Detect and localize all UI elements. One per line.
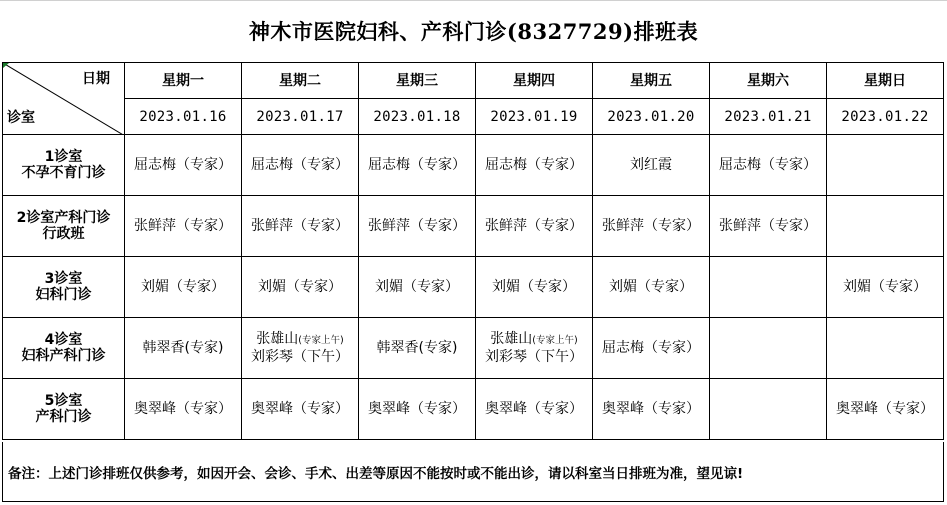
weekday-header: 星期一 (125, 63, 242, 99)
schedule-cell: 奥翠峰（专家） (242, 379, 359, 440)
date-axis-label: 日期 (82, 71, 110, 87)
schedule-cell: 韩翠香(专家) (359, 318, 476, 379)
room-clinic: 妇科门诊 (35, 287, 92, 303)
schedule-cell (710, 318, 827, 379)
schedule-cell: 屈志梅（专家） (710, 135, 827, 196)
room-cell (3, 135, 125, 196)
schedule-cell: 刘媚（专家） (125, 257, 242, 318)
schedule-cell: 奥翠峰（专家） (476, 379, 593, 440)
schedule-cell: 刘红霞 (593, 135, 710, 196)
room-cell (3, 257, 125, 318)
split-line-morning (242, 331, 358, 349)
schedule-cell: 屈志梅（专家） (125, 135, 242, 196)
room-name: 3诊室 (44, 271, 83, 287)
date-header: 2023.01.22 (827, 99, 944, 135)
schedule-cell: 张鲜萍（专家） (242, 196, 359, 257)
schedule-cell: 刘媚（专家） (827, 257, 944, 318)
table-row (3, 135, 944, 196)
schedule-cell: 屈志梅（专家） (242, 135, 359, 196)
date-header: 2023.01.20 (593, 99, 710, 135)
schedule-cell: 刘媚（专家） (476, 257, 593, 318)
schedule-cell: 屈志梅（专家） (359, 135, 476, 196)
schedule-cell: 张鲜萍（专家） (593, 196, 710, 257)
date-header: 2023.01.19 (476, 99, 593, 135)
schedule-cell: 屈志梅（专家） (593, 318, 710, 379)
date-header: 2023.01.16 (125, 99, 242, 135)
page-title: 神木市医院妇科、产科门诊(8327729)排班表 (248, 19, 699, 44)
weekday-header: 星期五 (593, 63, 710, 99)
schedule-cell: 奥翠峰（专家） (125, 379, 242, 440)
shift-note: (专家上午) (532, 335, 578, 346)
room-clinic: 不孕不育门诊 (21, 165, 106, 181)
date-header: 2023.01.21 (710, 99, 827, 135)
split-schedule-cell (242, 318, 359, 379)
schedule-cell: 张鲜萍（专家） (476, 196, 593, 257)
weekday-header: 星期三 (359, 63, 476, 99)
date-header: 2023.01.17 (242, 99, 359, 135)
schedule-cell: 张鲜萍（专家） (359, 196, 476, 257)
weekday-header: 星期二 (242, 63, 359, 99)
weekday-header-row (3, 63, 944, 99)
room-cell (3, 318, 125, 379)
schedule-table (2, 62, 944, 440)
shift-note: (专家上午) (298, 335, 344, 346)
doctor-name: 张雄山 (490, 331, 533, 347)
schedule-cell (710, 379, 827, 440)
room-name: 5诊室 (44, 393, 83, 409)
room-clinic: 妇科产科门诊 (21, 348, 106, 364)
weekday-header: 星期四 (476, 63, 593, 99)
schedule-cell: 刘媚（专家） (359, 257, 476, 318)
room-axis-label: 诊室 (7, 110, 35, 126)
corner-header-cell (3, 63, 125, 135)
schedule-cell: 奥翠峰（专家） (593, 379, 710, 440)
room-name: 2诊室产科门诊 (16, 210, 111, 226)
table-row (3, 318, 944, 379)
room-cell (3, 379, 125, 440)
room-name: 4诊室 (44, 332, 83, 348)
table-row (3, 196, 944, 257)
room-cell (3, 196, 125, 257)
schedule-cell (710, 257, 827, 318)
room-clinic: 产科门诊 (35, 409, 92, 425)
room-name: 1诊室 (44, 149, 83, 165)
date-header-row (3, 99, 944, 135)
schedule-cell (827, 318, 944, 379)
schedule-cell: 张鲜萍（专家） (710, 196, 827, 257)
schedule-cell: 奥翠峰（专家） (359, 379, 476, 440)
table-row (3, 379, 944, 440)
date-header: 2023.01.18 (359, 99, 476, 135)
schedule-cell (827, 196, 944, 257)
schedule-cell: 奥翠峰（专家） (827, 379, 944, 440)
schedule-cell: 刘媚（专家） (593, 257, 710, 318)
schedule-cell: 刘媚（专家） (242, 257, 359, 318)
schedule-cell: 韩翠香(专家) (125, 318, 242, 379)
doctor-name: 张雄山 (256, 331, 299, 347)
split-line-afternoon: 刘彩琴（下午） (485, 349, 583, 365)
weekday-header: 星期六 (710, 63, 827, 99)
split-line-morning (476, 331, 592, 349)
table-row (3, 257, 944, 318)
footnote: 备注：上述门诊排班仅供参考，如因开会、会诊、手术、出差等原因不能按时或不能出诊，请以科室当日排班为准，望见谅! (2, 442, 944, 502)
split-line-afternoon: 刘彩琴（下午） (251, 349, 349, 365)
schedule-cell: 张鲜萍（专家） (125, 196, 242, 257)
room-clinic: 行政班 (42, 226, 85, 242)
schedule-cell (827, 135, 944, 196)
schedule-cell: 屈志梅（专家） (476, 135, 593, 196)
weekday-header: 星期日 (827, 63, 944, 99)
split-schedule-cell (476, 318, 593, 379)
